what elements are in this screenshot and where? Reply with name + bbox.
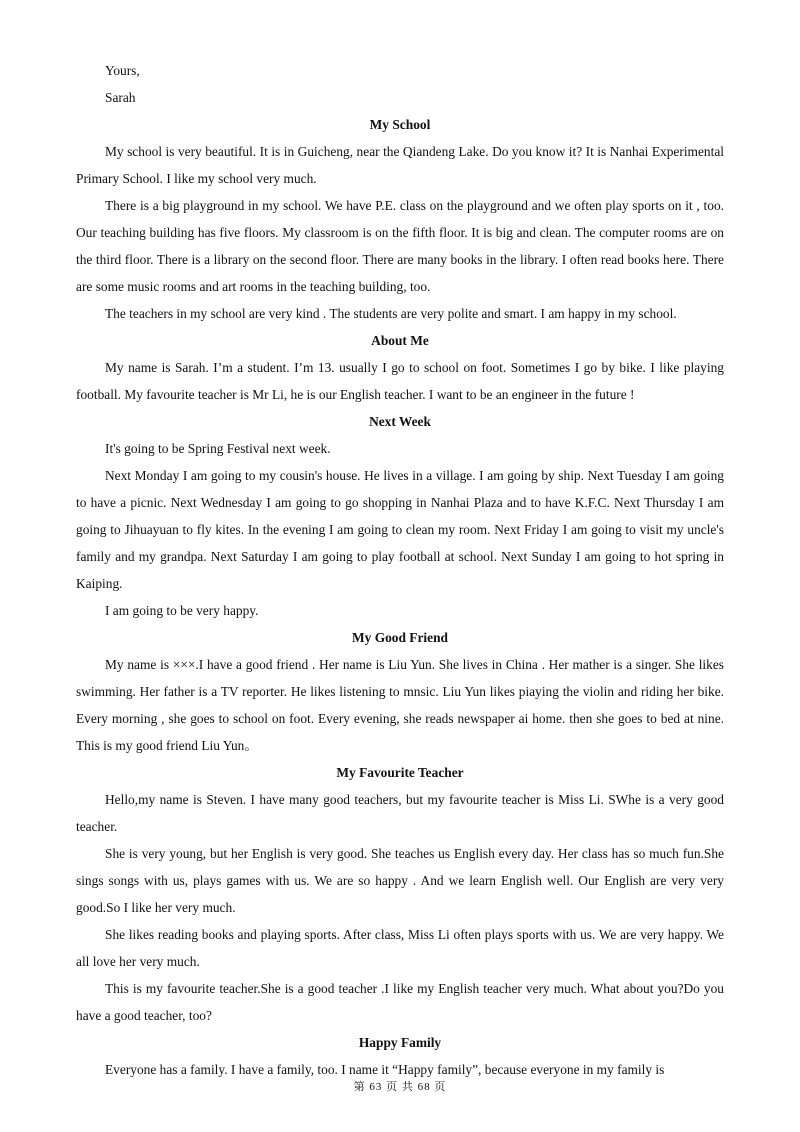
letter-signature: Sarah — [105, 90, 136, 105]
section-next-week — [76, 408, 724, 624]
document-page — [76, 57, 724, 1083]
paragraph: There is a big playground in my school. We have P.E. class on the playground and we often play sports on it , too. Our teaching building has five floors. My classroom is on the fifth floor. It is big and clean. The computer rooms are on the third floor. There is a library on the second floor. There are many books in the library. I often read books here. There are some music rooms and art rooms in the teaching building, too. — [76, 198, 724, 294]
paragraph: The teachers in my school are very kind . The students are very polite and smart. I am happy in my school. — [105, 306, 677, 321]
paragraph: She is very young, but her English is very good. She teaches us English every day. Her class has so much fun.She sings songs with us, plays games with us. We are so happy . And we learn English well. Our English are very very good.So I like her very much. — [76, 846, 724, 915]
paragraph: I am going to be very happy. — [105, 603, 259, 618]
section-my-good-friend — [76, 624, 724, 759]
section-my-school — [76, 111, 724, 327]
section-my-favourite-teacher — [76, 759, 724, 1029]
paragraph: It's going to be Spring Festival next week. — [105, 441, 331, 456]
section-title: Happy Family — [358, 1035, 442, 1050]
paragraph: My school is very beautiful. It is in Guicheng, near the Qiandeng Lake. Do you know it? It is Nanhai Experimental Primary School. I like my school very much. — [76, 144, 724, 186]
paragraph: This is my favourite teacher.She is a good teacher .I like my English teacher very much. What about you?Do you have a good teacher, too? — [76, 981, 724, 1023]
section-about-me — [76, 327, 724, 408]
section-title: My Good Friend — [352, 630, 448, 645]
letter-closing: Yours, — [105, 63, 140, 78]
page-number-footer: 第 63 页 共 68 页 — [353, 1081, 447, 1093]
paragraph: My name is ×××.I have a good friend . Her name is Liu Yun. She lives in China . Her mather is a singer. She likes swimming. Her father is a TV reporter. He likes listening to mnsic. Liu Yun likes piaying the violin and riding her bike. Every morning , she goes to school on foot. Every evening, she reads newspaper ai home. then she goes to bed at nine. This is my good friend Liu Yun。 — [76, 657, 724, 753]
section-happy-family — [76, 1029, 724, 1083]
paragraph: Everyone has a family. I have a family, too. I name it “Happy family”, because everyone in my family is — [105, 1062, 665, 1077]
section-title: About Me — [371, 333, 429, 348]
section-title: Next Week — [369, 414, 431, 429]
section-title: My School — [369, 117, 431, 132]
paragraph: Next Monday I am going to my cousin's house. He lives in a village. I am going by ship. Next Tuesday I am going to have a picnic. Next Wednesday I am going to go shopping in Nanhai Plaza and to have K.F.C. Next Thursday I am going to Jihuayuan to fly kites. In the evening I am going to clean my room. Next Friday I am going to visit my uncle's family and my grandpa. Next Saturday I am going to play football at school. Next Sunday I am going to hot spring in Kaiping. — [76, 468, 724, 591]
paragraph: Hello,my name is Steven. I have many good teachers, but my favourite teacher is Miss Li. SWhe is a very good teacher. — [76, 792, 724, 834]
section-title: My Favourite Teacher — [336, 765, 464, 780]
paragraph: My name is Sarah. I’m a student. I’m 13. usually I go to school on foot. Sometimes I go by bike. I like playing football. My favourite teacher is Mr Li, he is our English teacher. I want to be an engineer in the future ! — [76, 360, 724, 402]
paragraph: She likes reading books and playing sports. After class, Miss Li often plays sports with us. We are very happy. We all love her very much. — [76, 927, 724, 969]
